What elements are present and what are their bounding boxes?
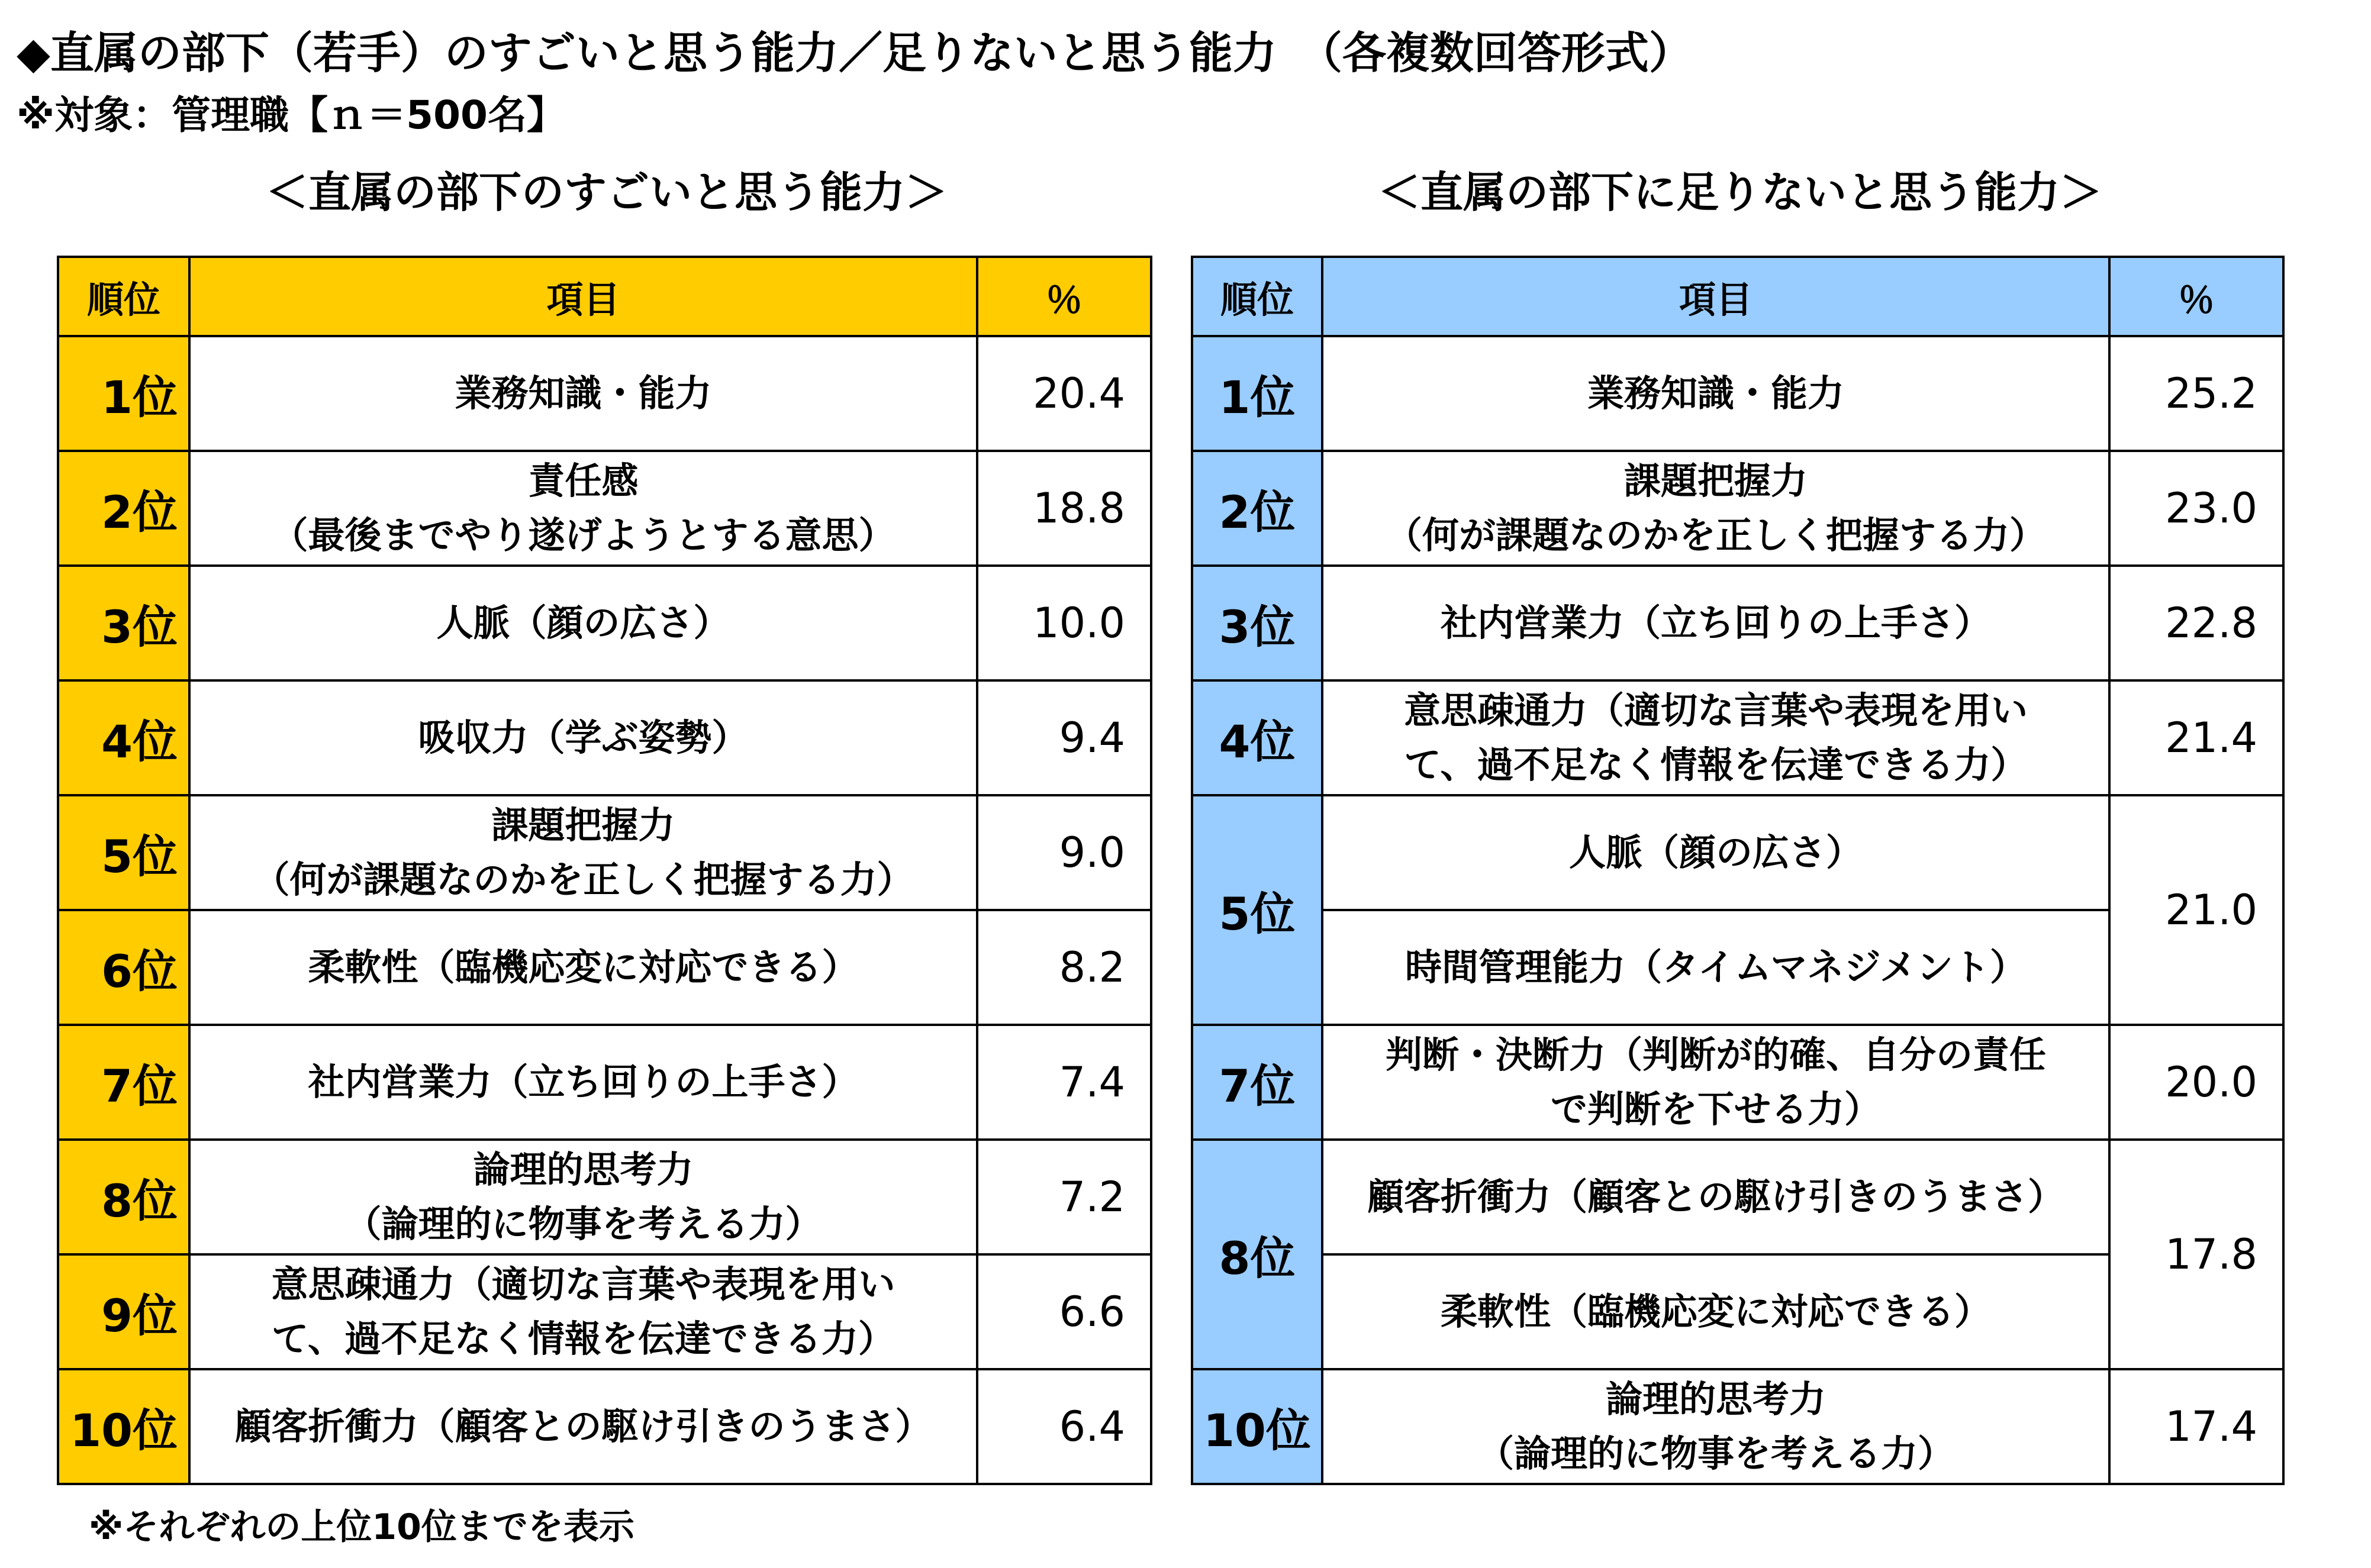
item-description: （最後までやり遂げようとする意思） [271, 514, 895, 557]
percent-cell: 17.4 [2109, 1369, 2283, 1484]
item-label: 論理的思考力 [1605, 1377, 1826, 1421]
item-label: 顧客折衝力（顧客との駆け引きのうまさ） [1367, 1175, 2064, 1218]
item-cell [1322, 795, 2109, 910]
item-label: 課題把握力 [1623, 459, 1808, 502]
table-row [58, 680, 1151, 795]
item-cell [189, 1369, 977, 1484]
item-label: 社内営業力（立ち回りの上手さ） [1440, 601, 1991, 644]
item-cell [1322, 1369, 2109, 1484]
item-label: 吸収力（学ぶ姿勢） [418, 716, 749, 759]
weaknesses-ranking-table [1191, 256, 2285, 1485]
item-cell [1322, 336, 2109, 451]
rank-cell: 8位 [1192, 1140, 1322, 1369]
table-header-row [1192, 257, 2283, 336]
percent-cell: 23.0 [2109, 451, 2283, 566]
item-cell [1322, 1025, 2109, 1140]
rank-cell: 3位 [1192, 566, 1322, 680]
percent-cell: 7.2 [977, 1140, 1151, 1254]
rank-cell: 5位 [1192, 795, 1322, 1025]
rank-column-header: 順位 [58, 257, 189, 336]
item-label: 柔軟性（臨機応変に対応できる） [1440, 1290, 1991, 1333]
percent-cell: 6.4 [977, 1369, 1151, 1484]
item-description: で判断を下せる力） [1550, 1088, 1881, 1131]
table-header-row [58, 257, 1151, 336]
item-description: （何が課題なのかを正しく把握する力） [1385, 514, 2046, 557]
rank-cell: 5位 [58, 795, 189, 910]
percent-cell: 22.8 [2109, 566, 2283, 680]
rank-cell: 7位 [1192, 1025, 1322, 1140]
percent-column-header: ％ [977, 257, 1151, 336]
table-row [1192, 795, 2283, 910]
table-row [58, 336, 1151, 451]
item-cell [189, 1025, 977, 1140]
item-label: 論理的思考力 [473, 1148, 694, 1191]
percent-cell: 17.8 [2109, 1140, 2283, 1369]
rank-cell: 10位 [1192, 1369, 1322, 1484]
item-description: （論理的に物事を考える力） [344, 1202, 822, 1246]
item-column-header: 項目 [1322, 257, 2109, 336]
percent-cell: 20.0 [2109, 1025, 2283, 1140]
item-cell [189, 1254, 977, 1369]
table-row [1192, 566, 2283, 680]
item-label: 社内営業力（立ち回りの上手さ） [308, 1060, 859, 1104]
table-row [1192, 451, 2283, 566]
rank-cell: 2位 [1192, 451, 1322, 566]
item-label: 柔軟性（臨機応変に対応できる） [308, 946, 859, 989]
rank-cell: 2位 [58, 451, 189, 566]
percent-column-header: ％ [2109, 257, 2283, 336]
item-cell [189, 1140, 977, 1254]
left-table-heading: ＜直属の部下のすごいと思う能力＞ [265, 167, 948, 217]
rank-cell: 1位 [58, 336, 189, 451]
percent-cell: 25.2 [2109, 336, 2283, 451]
right-table-heading: ＜直属の部下に足りないと思う能力＞ [1377, 167, 2102, 217]
rank-cell: 4位 [58, 680, 189, 795]
rank-cell: 6位 [58, 910, 189, 1025]
percent-cell: 6.6 [977, 1254, 1151, 1369]
item-cell [1322, 1140, 2109, 1254]
footnote: ※それぞれの上位10位までを表示 [89, 1506, 634, 1548]
item-cell [189, 795, 977, 910]
table-row [1192, 1025, 2283, 1140]
rank-cell: 3位 [58, 566, 189, 680]
item-label: 課題把握力 [491, 804, 675, 847]
item-description: （論理的に物事を考える力） [1477, 1432, 1954, 1475]
item-label: 業務知識・能力 [455, 372, 712, 415]
item-label: 時間管理能力（タイムマネジメント） [1405, 946, 2027, 989]
percent-cell: 20.4 [977, 336, 1151, 451]
item-label: 人脈（顔の広さ） [436, 601, 730, 644]
percent-cell: 21.4 [2109, 680, 2283, 795]
percent-cell: 8.2 [977, 910, 1151, 1025]
table-row [58, 1140, 1151, 1254]
item-label: 業務知識・能力 [1587, 372, 1844, 415]
item-label: 責任感 [528, 459, 639, 502]
item-cell [189, 680, 977, 795]
table-row [58, 795, 1151, 910]
page-title: ◆直属の部下（若手）のすごいと思う能力／足りないと思う能力 （各複数回答形式） [17, 28, 1693, 79]
rank-cell: 7位 [58, 1025, 189, 1140]
survey-target-note: ※対象：管理職【ｎ＝500名】 [17, 92, 566, 138]
rank-column-header: 順位 [1192, 257, 1322, 336]
table-row [1192, 1369, 2283, 1484]
rank-cell: 8位 [58, 1140, 189, 1254]
percent-cell: 9.0 [977, 795, 1151, 910]
item-description: て、過不足なく情報を伝達できる力） [272, 1317, 895, 1360]
table-row [58, 566, 1151, 680]
item-label: 意思疎通力（適切な言葉や表現を用い [271, 1263, 895, 1306]
item-column-header: 項目 [189, 257, 977, 336]
item-cell [1322, 1254, 2109, 1369]
item-cell [189, 451, 977, 566]
item-label: 人脈（顔の広さ） [1568, 831, 1863, 874]
item-cell [189, 910, 977, 1025]
percent-cell: 9.4 [977, 680, 1151, 795]
table-row [58, 451, 1151, 566]
table-row [58, 910, 1151, 1025]
rank-cell: 9位 [58, 1254, 189, 1369]
item-cell [189, 566, 977, 680]
item-description: （何が課題なのかを正しく把握する力） [253, 858, 914, 901]
item-label: 意思疎通力（適切な言葉や表現を用い [1403, 689, 2028, 732]
table-row [1192, 1140, 2283, 1254]
item-label: 判断・決断力（判断が的確、自分の責任 [1385, 1033, 2046, 1076]
rank-cell: 1位 [1192, 336, 1322, 451]
percent-cell: 18.8 [977, 451, 1151, 566]
percent-cell: 7.4 [977, 1025, 1151, 1140]
percent-cell: 10.0 [977, 566, 1151, 680]
item-cell [189, 336, 977, 451]
item-cell [1322, 451, 2109, 566]
item-cell [1322, 680, 2109, 795]
rank-cell: 10位 [58, 1369, 189, 1484]
table-row [1192, 336, 2283, 451]
item-description: て、過不足なく情報を伝達できる力） [1404, 743, 2028, 786]
item-label: 顧客折衝力（顧客との駆け引きのうまさ） [234, 1405, 932, 1448]
item-cell [1322, 566, 2109, 680]
table-row [58, 1254, 1151, 1369]
percent-cell: 21.0 [2109, 795, 2283, 1025]
item-cell [1322, 910, 2109, 1025]
table-row [58, 1369, 1151, 1484]
table-row [1192, 680, 2283, 795]
table-row [58, 1025, 1151, 1140]
rank-cell: 4位 [1192, 680, 1322, 795]
strengths-ranking-table [57, 256, 1152, 1485]
